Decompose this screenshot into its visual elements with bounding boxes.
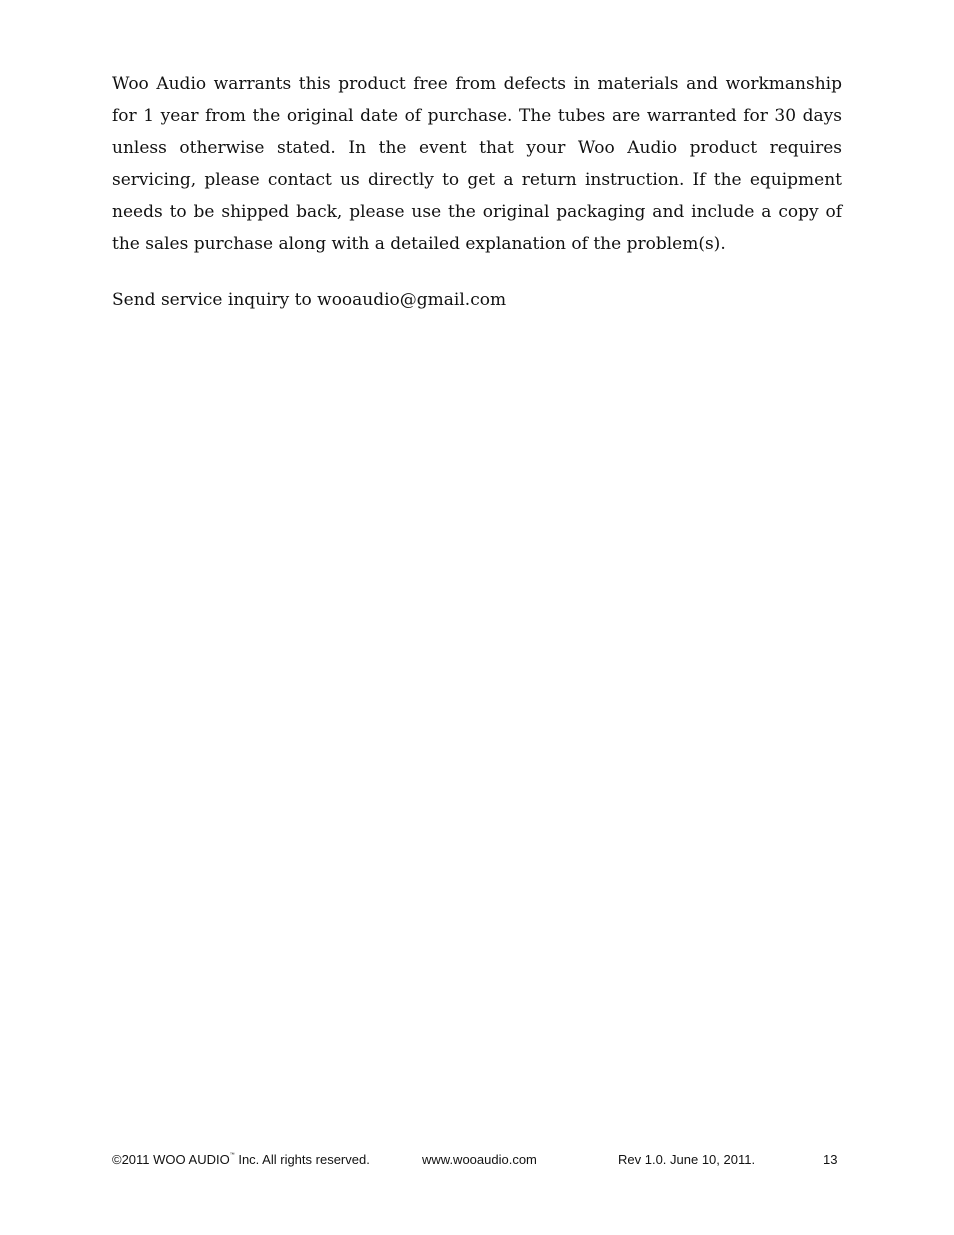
footer-revision: Rev 1.0. June 10, 2011. [618,1152,756,1167]
warranty-paragraph: Woo Audio warrants this product free from defects in materials and workmanship for 1 year from the original date of purchase. The tubes are warranted for 30 days unless otherwise stated. In the event that your Woo Audio product requires servicing, please contact us directly to get a return instruction. If the equipment needs to be shipped back, please use the original packaging and include a copy of the sales purchase along with a detailed explanation of the problem(s). [112,74,842,254]
footer-trademark-mark: ™ [229,1152,235,1158]
footer-copyright-prefix: ©2011 WOO AUDIO [112,1152,230,1167]
footer-website: www.wooaudio.com [422,1152,537,1167]
footer-copyright [112,1150,370,1170]
page-footer [112,1150,842,1170]
footer-copyright-suffix: Inc. All rights reserved. [234,1152,370,1167]
footer-page-number: 13 [823,1152,838,1167]
service-inquiry-line: Send service inquiry to wooaudio@gmail.com [112,290,507,310]
